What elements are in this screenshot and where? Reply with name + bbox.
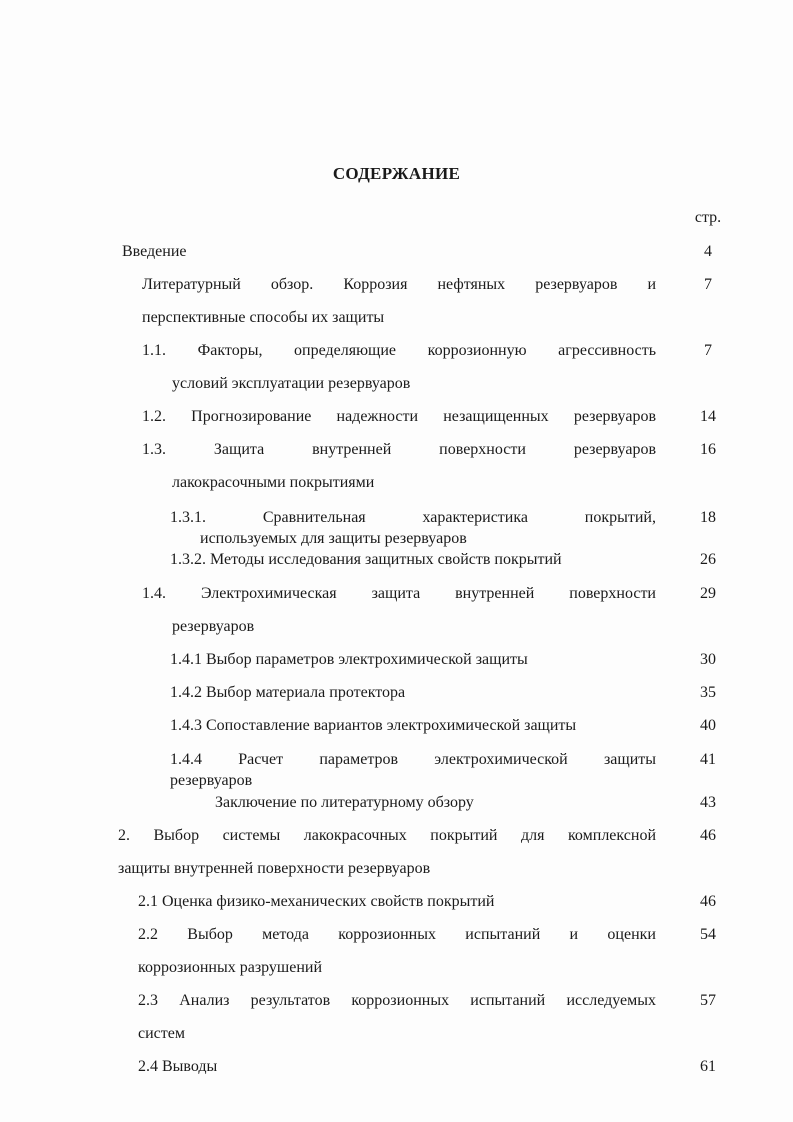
toc-entry-text: 2.3 Анализ результатов коррозионных испытаний исследуемых — [138, 992, 656, 1009]
toc-entry-page: 26 — [700, 551, 716, 568]
toc-entry-page: 57 — [700, 992, 716, 1009]
toc-entry-1-3 — [142, 433, 656, 499]
toc-entry-1-4-4 — [170, 749, 656, 791]
toc-entry-text: 1.4. Электрохимическая защита внутренней поверхности — [142, 585, 656, 602]
toc-entry-literature-conclusion — [215, 786, 655, 819]
toc-entry-page: 35 — [700, 684, 716, 701]
toc-entry-literature-review — [142, 268, 656, 334]
toc-entry-page: 4 — [704, 243, 712, 260]
toc-entry-1-2 — [142, 400, 656, 433]
toc-entry-text: 1.3.1. Сравнительная характеристика покрытий, — [170, 509, 656, 526]
toc-entry-2-2 — [138, 918, 656, 984]
toc-entry-page: 46 — [700, 827, 716, 844]
toc-entry-text: 2.2 Выбор метода коррозионных испытаний и оценки — [138, 926, 656, 943]
toc-entry-text: 2. Выбор системы лакокрасочных покрытий для комплексной — [118, 827, 656, 844]
toc-entry-text-cont: защиты внутренней поверхности резервуаров — [118, 860, 431, 877]
toc-entry-text-cont: систем — [138, 1025, 185, 1042]
toc-entry-page: 18 — [700, 509, 716, 526]
toc-entry-text: 1.4.3 Сопоставление вариантов электрохимической защиты — [170, 717, 577, 734]
toc-entry-text: 1.3. Защита внутренней поверхности резервуаров — [142, 441, 656, 458]
toc-entry-text: Заключение по литературному обзору — [215, 794, 474, 811]
toc-entry-text-cont: резервуаров — [170, 772, 253, 789]
toc-entry-page: 30 — [700, 651, 716, 668]
toc-entry-text-cont: используемых для защиты резервуаров — [200, 530, 467, 547]
page-title: СОДЕРЖАНИЕ — [332, 164, 461, 183]
toc-entry-text: 2.4 Выводы — [138, 1058, 218, 1075]
toc-entry-text-cont: коррозионных разрушений — [138, 959, 323, 976]
toc-entry-text-cont: резервуаров — [172, 618, 255, 635]
toc-entry-text-cont: лакокрасочными покрытиями — [172, 474, 375, 491]
toc-entry-intro — [122, 235, 642, 268]
toc-entry-text-cont: условий эксплуатации резервуаров — [172, 375, 411, 392]
toc-entry-1-4 — [142, 577, 656, 643]
toc-entry-page: 7 — [704, 276, 712, 293]
toc-entry-1-4-2 — [170, 676, 656, 709]
toc-entry-page: 40 — [700, 717, 716, 734]
toc-entry-page: 61 — [700, 1058, 716, 1075]
toc-entry-2-4 — [138, 1050, 656, 1083]
toc-entry-text: Введение — [122, 243, 187, 260]
toc-entry-text: 1.3.2. Методы исследования защитных свойств покрытий — [170, 551, 562, 568]
toc-entry-chapter-2 — [118, 819, 656, 885]
toc-entry-text-cont: перспективные способы их защиты — [142, 309, 385, 326]
toc-entry-1-4-3 — [170, 709, 656, 742]
toc-entry-page: 29 — [700, 585, 716, 602]
toc-entry-page: 7 — [704, 342, 712, 359]
page-column-label: стр. — [694, 209, 722, 226]
toc-entry-page: 43 — [700, 794, 716, 811]
toc-entry-page: 46 — [700, 893, 716, 910]
toc-entry-2-1 — [138, 885, 656, 918]
toc-entry-text: 1.4.2 Выбор материала протектора — [170, 684, 406, 701]
toc-entry-text: 1.1. Факторы, определяющие коррозионную агрессивность — [142, 342, 656, 359]
toc-entry-1-3-2 — [170, 543, 656, 576]
toc-entry-text: 2.1 Оценка физико-механических свойств покрытий — [138, 893, 495, 910]
toc-entry-page: 16 — [700, 441, 716, 458]
toc-entry-text: 1.4.4 Расчет параметров электрохимической защиты — [170, 751, 656, 768]
toc-entry-page: 14 — [700, 408, 716, 425]
toc-entry-text: 1.4.1 Выбор параметров электрохимической защиты — [170, 651, 528, 668]
toc-entry-text: 1.2. Прогнозирование надежности незащищенных резервуаров — [142, 408, 656, 425]
toc-entry-2-3 — [138, 984, 656, 1050]
toc-entry-1-1 — [142, 334, 656, 400]
toc-entry-1-4-1 — [170, 643, 656, 676]
toc-entry-text: Литературный обзор. Коррозия нефтяных резервуаров и — [142, 276, 656, 293]
toc-entry-page: 54 — [700, 926, 716, 943]
toc-entry-page: 41 — [700, 751, 716, 768]
